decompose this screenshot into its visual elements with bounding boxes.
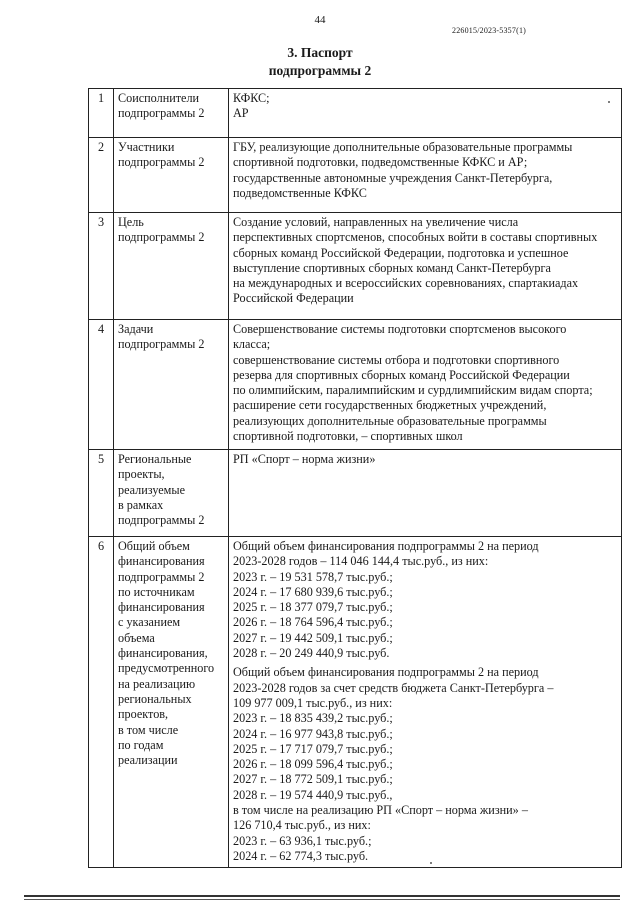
label-line: объема [118, 630, 155, 645]
content-line: на международных и всероссийских соревнованиях, спартакиадах [233, 276, 579, 291]
label-line: финансирования, [118, 646, 208, 661]
label-line: проектов, [118, 707, 169, 722]
passport-table [88, 88, 622, 868]
row-number: 4 [89, 320, 114, 450]
content-line: 2025 г. – 18 377 079,7 тыс.руб.; [233, 600, 393, 615]
content-line: 2024 г. – 16 977 943,8 тыс.руб.; [233, 726, 393, 741]
content-line: 2027 г. – 19 442 509,1 тыс.руб.; [233, 630, 393, 645]
content-line: 126 710,4 тыс.руб., из них: [233, 818, 371, 833]
table-row-4 [89, 320, 622, 450]
row-number: 3 [89, 213, 114, 320]
label-line: финансирования [118, 600, 205, 615]
title-line-2: подпрограммы 2 [268, 63, 372, 78]
table-row-5 [89, 450, 622, 537]
bottom-border-line [24, 895, 620, 897]
table-row-1 [89, 89, 622, 138]
row-number: 5 [89, 450, 114, 537]
label-line: реализуемые [118, 482, 185, 497]
label-line: подпрограммы 2 [118, 337, 205, 352]
content-line: 2026 г. – 18 764 596,4 тыс.руб.; [233, 615, 393, 630]
content-line: 2028 г. – 20 249 440,9 тыс.руб. [233, 646, 390, 661]
content-line: совершенствование системы отбора и подготовки спортивного [233, 352, 560, 367]
page-number: 44 [314, 14, 326, 26]
label-line: в рамках [118, 497, 164, 512]
content-line: сборных команд Российской Федерации, подготовка и успешное [233, 245, 569, 260]
content-line: реализующих дополнительные образовательные программы [233, 413, 547, 428]
content-line: 2023 г. – 19 531 578,7 тыс.руб.; [233, 569, 393, 584]
row-label [114, 537, 229, 868]
bottom-border-line [24, 899, 620, 900]
label-line: Участники [118, 140, 175, 154]
content-line: подведомственные КФКС [233, 185, 367, 200]
content-line: Общий объем финансирования подпрограммы 2 на период [233, 665, 539, 680]
content-line: АР [233, 106, 249, 121]
label-line: подпрограммы 2 [118, 230, 205, 245]
table-row-6 [89, 537, 622, 868]
content-line: 2024 г. – 17 680 939,6 тыс.руб.; [233, 584, 393, 599]
label-line: финансирования [118, 554, 205, 569]
label-line: реализации [118, 753, 178, 768]
label-line: на реализацию [118, 676, 196, 691]
content-line: 2023 г. – 63 936,1 тыс.руб.; [233, 833, 372, 848]
label-line: подпрограммы 2 [118, 513, 205, 528]
label-line: Соисполнители [118, 91, 200, 105]
row-label [114, 320, 229, 450]
label-line: Региональные [118, 452, 192, 466]
row-content [229, 537, 622, 868]
row-label [114, 138, 229, 213]
content-line: 2023-2028 годов за счет средств бюджета Санкт-Петербурга – [233, 680, 554, 695]
row-content [229, 213, 622, 320]
table-row-3 [89, 213, 622, 320]
content-line: Общий объем финансирования подпрограммы 2 на период [233, 539, 539, 553]
content-line: 2025 г. – 17 717 079,7 тыс.руб.; [233, 741, 393, 756]
content-line: Создание условий, направленных на увеличение числа [233, 215, 519, 229]
content-line: 2023 г. – 18 835 439,2 тыс.руб.; [233, 711, 393, 726]
content-line: 109 977 009,1 тыс.руб., из них: [233, 695, 393, 710]
content-line: 2028 г. – 19 574 440,9 тыс.руб., [233, 787, 393, 802]
label-line: Задачи [118, 322, 154, 336]
row-number: 2 [89, 138, 114, 213]
row-content [229, 138, 622, 213]
table-row-2 [89, 138, 622, 213]
content-line: расширение сети государственных бюджетных учреждений, [233, 398, 547, 413]
content-line: в том числе на реализацию РП «Спорт – норма жизни» – [233, 803, 528, 818]
label-line: подпрограммы 2 [118, 155, 205, 170]
scan-speck [608, 101, 610, 103]
content-line: спортивной подготовки, подведомственные КФКС и АР; [233, 155, 528, 170]
row-label [114, 89, 229, 138]
title-line-1: 3. Паспорт [287, 45, 353, 60]
document-code: 226015/2023-5357(1) [452, 26, 527, 35]
content-line: 2026 г. – 18 099 596,4 тыс.руб.; [233, 757, 393, 772]
row-content [229, 89, 622, 138]
row-content [229, 450, 622, 537]
label-line: подпрограммы 2 [118, 106, 205, 121]
content-line: ГБУ, реализующие дополнительные образовательные программы [233, 140, 573, 154]
row-number: 1 [89, 89, 114, 138]
page-title [0, 44, 640, 80]
content-line: перспективных спортсменов, способных войти в составы спортивных [233, 230, 598, 245]
content-line: РП «Спорт – норма жизни» [233, 452, 376, 466]
content-line: КФКС; [233, 91, 270, 105]
label-line: предусмотренного [118, 661, 215, 676]
row-label [114, 450, 229, 537]
label-line: по источникам [118, 584, 195, 599]
label-line: проекты, [118, 467, 165, 482]
row-number: 6 [89, 537, 114, 868]
content-line: Совершенствование системы подготовки спортсменов высокого [233, 322, 567, 336]
row-content [229, 320, 622, 450]
row-label [114, 213, 229, 320]
label-line: подпрограммы 2 [118, 569, 205, 584]
label-line: Общий объем [118, 539, 190, 553]
content-line: по олимпийским, паралимпийским и сурдлимпийским видам спорта; [233, 383, 593, 398]
label-line: с указанием [118, 615, 181, 630]
content-line: 2024 г. – 62 774,3 тыс.руб. [233, 848, 369, 863]
content-line: класса; [233, 337, 271, 352]
content-line: государственные автономные учреждения Санкт-Петербурга, [233, 170, 553, 185]
content-line: Российской Федерации [233, 291, 354, 306]
content-line: спортивной подготовки, – спортивных школ [233, 429, 463, 444]
content-line: 2023-2028 годов – 114 046 144,4 тыс.руб., из них: [233, 554, 489, 569]
content-line: резерва для спортивных сборных команд Российской Федерации [233, 367, 570, 382]
content-line: 2027 г. – 18 772 509,1 тыс.руб.; [233, 772, 393, 787]
label-line: региональных [118, 691, 192, 706]
label-line: по годам [118, 737, 164, 752]
label-line: в том числе [118, 722, 179, 737]
scan-speck [430, 862, 432, 864]
content-line: выступление спортивных сборных команд Санкт-Петербурга [233, 260, 551, 275]
label-line: Цель [118, 215, 144, 229]
